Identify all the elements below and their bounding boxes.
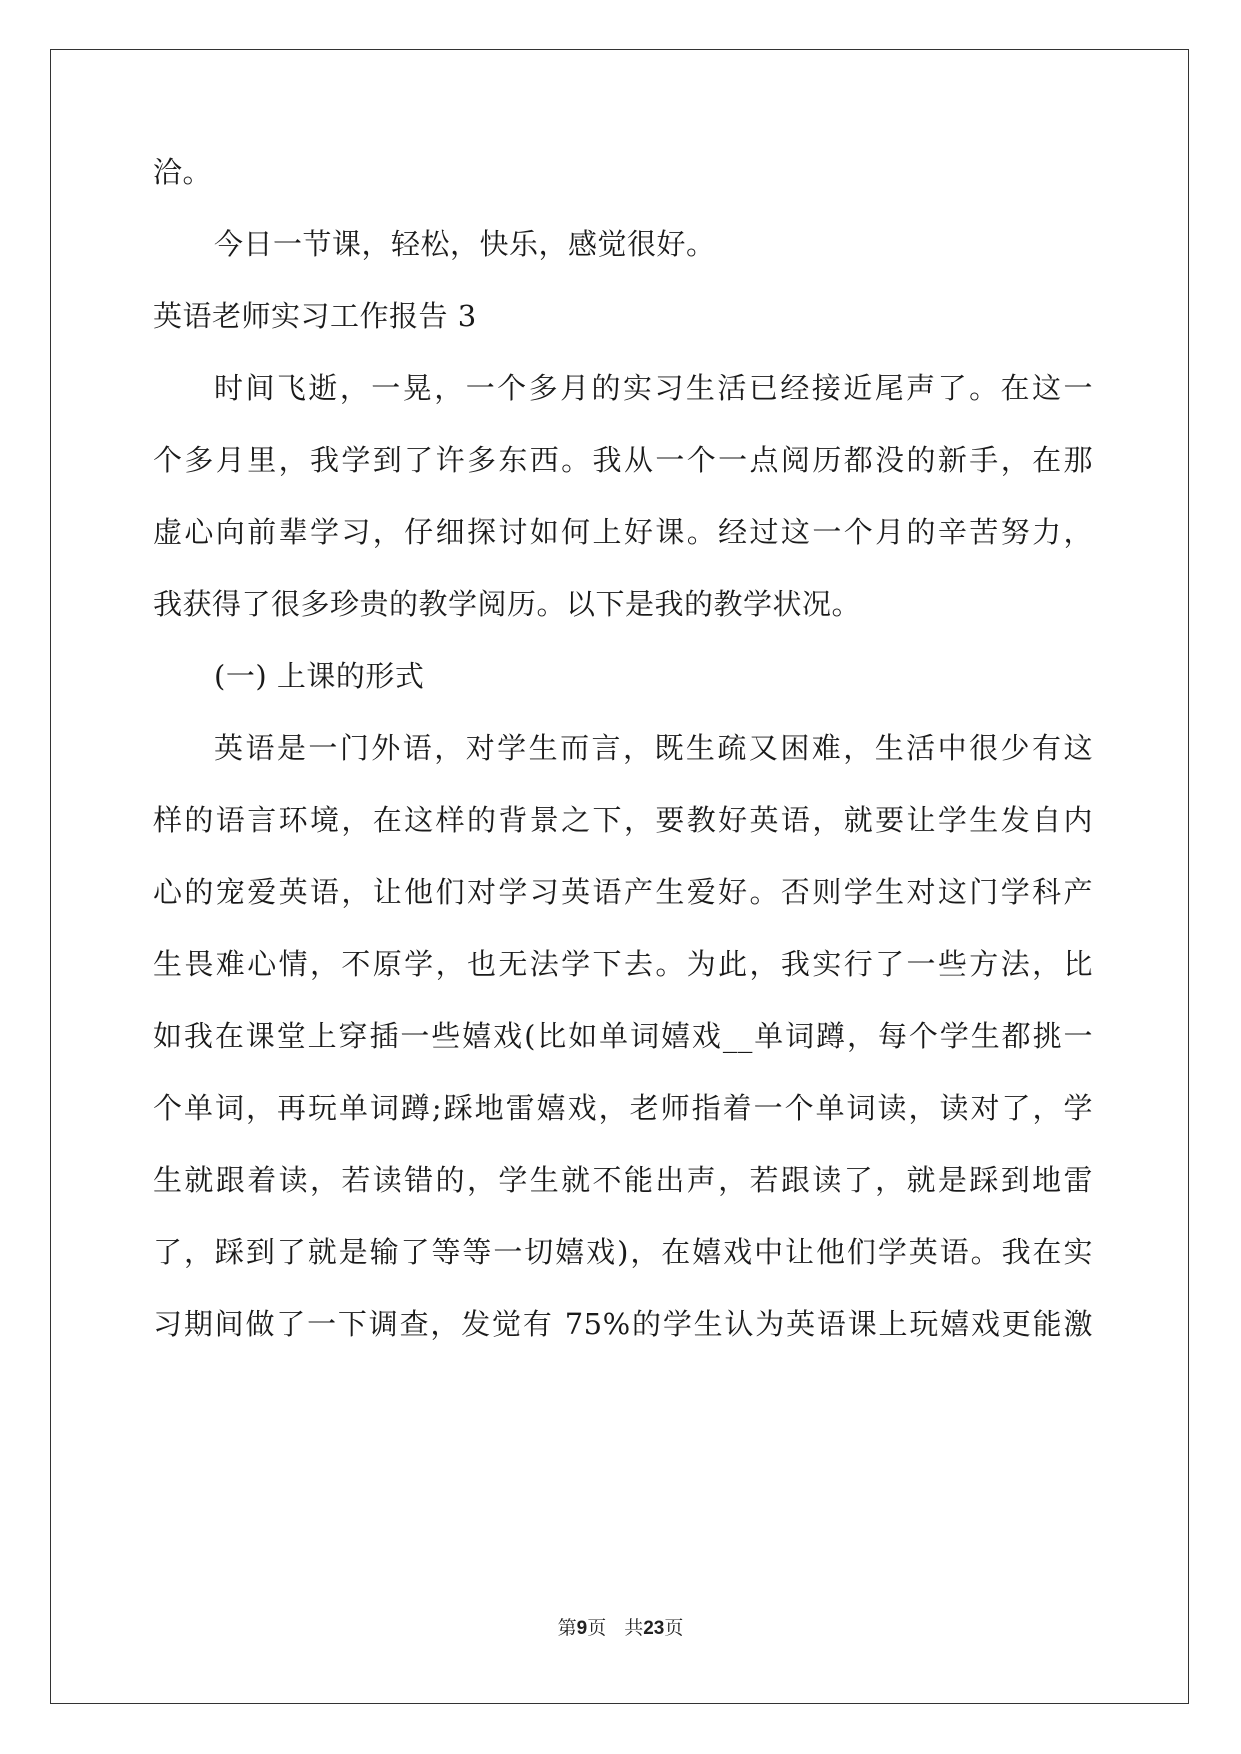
total-label-prefix: 共 xyxy=(624,1617,644,1639)
page-footer xyxy=(0,1616,1241,1641)
text-line: 习期间做了一下调查，发觉有 75%的学生认为英语课上玩嬉戏更能激 xyxy=(153,1307,1093,1341)
total-page-count: 23 xyxy=(643,1618,665,1639)
subsection-heading: (一) 上课的形式 xyxy=(214,659,425,693)
text-line: 如我在课堂上穿插一些嬉戏(比如单词嬉戏__单词蹲，每个学生都挑一 xyxy=(153,1019,1093,1053)
current-page-number: 9 xyxy=(576,1618,588,1639)
text-line: 了，踩到了就是输了等等一切嬉戏)，在嬉戏中让他们学英语。我在实 xyxy=(153,1235,1093,1269)
text-line: 虚心向前辈学习，仔细探讨如何上好课。经过这一个月的辛苦努力， xyxy=(153,515,1093,549)
text-line: 英语是一门外语，对学生而言，既生疏又困难，生活中很少有这 xyxy=(214,731,1093,765)
text-line: 心的宠爱英语，让他们对学习英语产生爱好。否则学生对这门学科产 xyxy=(153,875,1093,909)
page-label-prefix: 第 xyxy=(557,1617,577,1639)
text-line: 我获得了很多珍贵的教学阅历。以下是我的教学状况。 xyxy=(153,587,862,621)
page-label-suffix: 页 xyxy=(587,1617,607,1639)
text-line: 洽。 xyxy=(153,155,213,189)
text-line: 今日一节课，轻松，快乐，感觉很好。 xyxy=(214,227,716,261)
text-line: 个单词，再玩单词蹲;踩地雷嬉戏，老师指着一个单词读，读对了，学 xyxy=(153,1091,1093,1125)
text-line: 样的语言环境，在这样的背景之下，要教好英语，就要让学生发自内 xyxy=(153,803,1093,837)
section-heading: 英语老师实习工作报告 3 xyxy=(153,299,477,333)
total-label-suffix: 页 xyxy=(664,1617,684,1639)
text-line: 个多月里，我学到了许多东西。我从一个一点阅历都没的新手，在那 xyxy=(153,443,1093,477)
text-line: 时间飞逝，一晃，一个多月的实习生活已经接近尾声了。在这一 xyxy=(214,371,1093,405)
text-line: 生畏难心情，不原学，也无法学下去。为此，我实行了一些方法，比 xyxy=(153,947,1093,981)
text-line: 生就跟着读，若读错的，学生就不能出声，若跟读了，就是踩到地雷 xyxy=(153,1163,1093,1197)
